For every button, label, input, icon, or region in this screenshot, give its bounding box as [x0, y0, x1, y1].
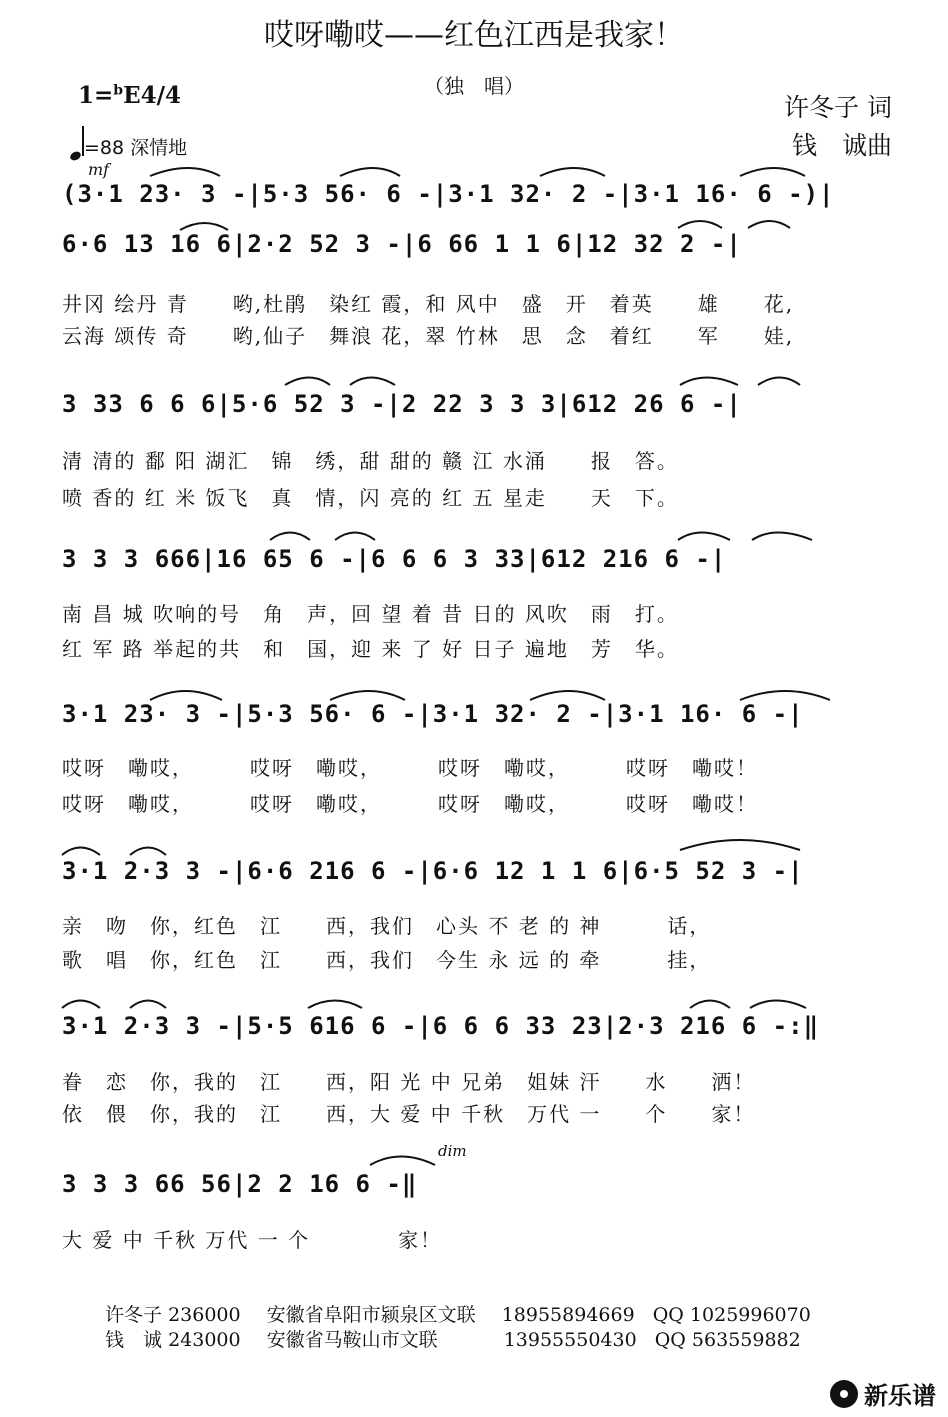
diminuendo-mark: dim	[438, 1142, 467, 1160]
lyric-line: 大 爱 中 千秋 万代 一 个 家！	[62, 1228, 443, 1252]
contact-row: 钱 诚 243000 安徽省马鞍山市文联 13955550430 QQ 563559882	[105, 1329, 801, 1351]
composer-credit: 钱 诚曲	[791, 131, 892, 160]
record-disc-icon	[830, 1380, 858, 1408]
score-line-4: 3 3 3 666|16 65 6 -|6 6 6 3 33|612 216 6 -|	[62, 545, 727, 573]
lyric-line: 歌 唱 你，红色 江 西，我们 今生 永 远 的 牵 挂，	[62, 948, 712, 972]
lyric-line: 南 昌 城 吹响的号 角 声，回 望 着 昔 日的 风吹 雨 打。	[62, 602, 679, 626]
song-title: 哎呀嘞哎——红色江西是我家！	[264, 18, 684, 53]
score-line-6: 3·1 2·3 3 -|6·6 216 6 -|6·6 12 1 1 6|6·5 52 3 -|	[62, 857, 804, 885]
lyric-line: 眷 恋 你，我的 江 西，阳 光 中 兄弟 姐妹 汗 水 洒！	[62, 1070, 756, 1094]
lyric-line: 哎呀 嘞哎， 哎呀 嘞哎， 哎呀 嘞哎， 哎呀 嘞哎！	[62, 792, 758, 816]
score-line-intro: (3·1 23· 3 -|5·3 56· 6 -|3·1 32· 2 -|3·1 16· 6 -)|	[62, 180, 835, 208]
tempo-marking: =88 深情地	[70, 126, 187, 160]
key-signature: 1=$^b$E4/4	[78, 82, 182, 109]
score-line-3: 3 33 6 6 6|5·6 52 3 -|2 22 3 3 3|612 26 6 -|	[62, 390, 742, 418]
dynamic-mark: mf	[88, 160, 110, 179]
performance-note: （独 唱）	[424, 74, 524, 98]
lyricist-credit: 许冬子 词	[784, 93, 892, 122]
lyric-line: 哎呀 嘞哎， 哎呀 嘞哎， 哎呀 嘞哎， 哎呀 嘞哎！	[62, 756, 758, 780]
lyric-line: 依 偎 你，我的 江 西，大 爱 中 千秋 万代 一 个 家！	[62, 1102, 756, 1126]
score-line-8: 3 3 3 66 56|2 2 16 6 -‖	[62, 1170, 418, 1198]
score-line-7: 3·1 2·3 3 -|5·5 616 6 -|6 6 6 33 23|2·3 216 6 -:‖	[62, 1012, 820, 1040]
lyric-line: 红 军 路 举起的共 和 国，迎 来 了 好 日子 遍地 芳 华。	[62, 637, 679, 661]
score-line-5: 3·1 23· 3 -|5·3 56· 6 -|3·1 32· 2 -|3·1 16· 6 -|	[62, 700, 804, 728]
lyric-line: 井冈 绘丹 青 哟,杜鹃 染红 霞，和 风中 盛 开 着英 雄 花,	[62, 292, 795, 316]
site-watermark: 新乐谱	[830, 1376, 936, 1411]
lyric-line: 喷 香的 红 米 饭飞 真 情，闪 亮的 红 五 星走 天 下。	[62, 486, 679, 510]
score-line-2: 6·6 13 16 6|2·2 52 3 -|6 66 1 1 6|12 32 2 -|	[62, 230, 742, 258]
lyric-line: 清 清的 鄱 阳 湖汇 锦 绣，甜 甜的 赣 江 水涌 报 答。	[62, 449, 679, 473]
lyric-line: 亲 吻 你，红色 江 西，我们 心头 不 老 的 神 话，	[62, 914, 712, 938]
lyric-line: 云海 颂传 奇 哟,仙子 舞浪 花，翠 竹林 思 念 着红 军 娃,	[62, 324, 795, 348]
contact-row: 许冬子 236000 安徽省阜阳市颍泉区文联 18955894669 QQ 1025996070	[105, 1304, 811, 1326]
